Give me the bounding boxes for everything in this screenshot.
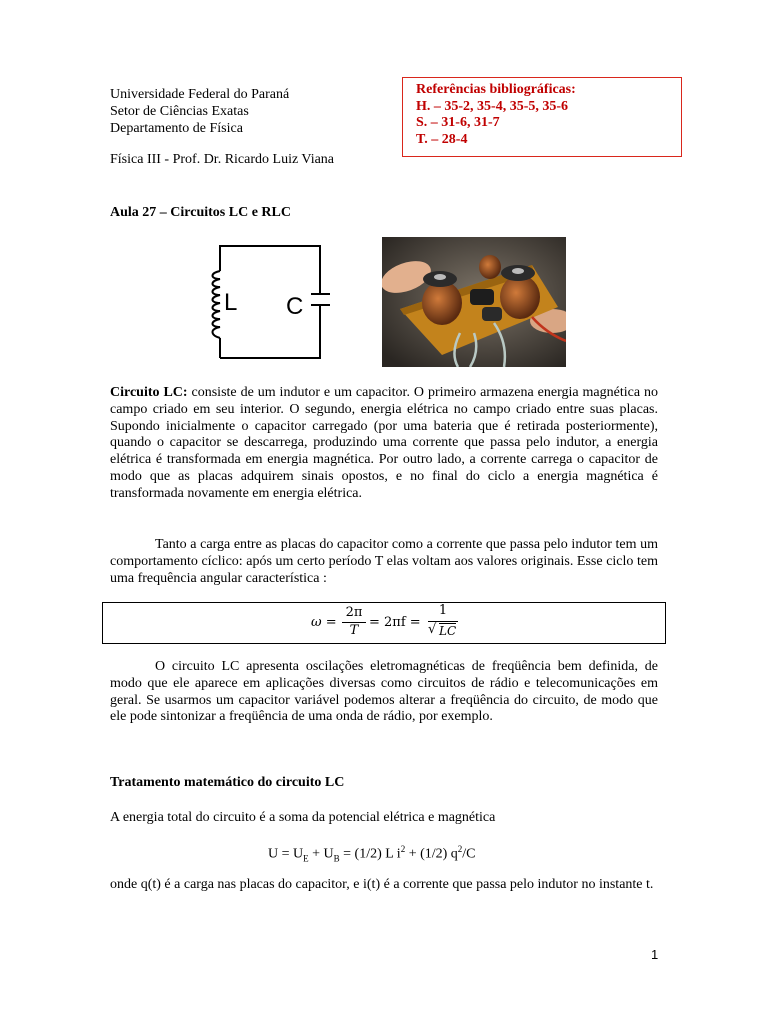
inductor-label: L: [224, 289, 238, 316]
institution-header: [110, 86, 289, 137]
course-line: Física III - Prof. Dr. Ricardo Luiz Viana: [110, 152, 335, 167]
energy-equation: $U = U_E + U_B = (1/2)$ L $i^2 + (1/2)$ $q^2/C$: [268, 844, 476, 864]
reference-item: T. – 28-4: [416, 131, 468, 147]
paragraph-total-energy: A energia total do circuito é a soma da potencial elétrica e magnética: [110, 810, 496, 825]
page-number: 1: [651, 947, 659, 962]
sector-name: Setor de Ciências Exatas: [110, 104, 249, 119]
fraction-numerator: 2π: [345, 605, 363, 620]
reference-item: H. – 35-2, 35-4, 35-5, 35-6: [416, 98, 569, 114]
lc-circuit-lead: Circuito LC:: [110, 385, 188, 400]
department-name: Departamento de Física: [110, 121, 243, 136]
section-title: Tratamento matemático do circuito LC: [110, 775, 345, 790]
university-name: Universidade Federal do Paraná: [110, 87, 290, 102]
references-title: Referências bibliográficas:: [416, 82, 576, 97]
inductor-coil: [213, 271, 221, 338]
frequency-equation-box: [102, 602, 666, 644]
references-box: [402, 77, 682, 157]
equals-2pif: = 2πf =: [369, 615, 421, 630]
fraction-numerator-one: 1: [438, 603, 448, 618]
paragraph-cyclic: Tanto a carga entre as placas do capacitor como a corrente que passa pelo indutor tem um comportamento cíclico: após um certo período T elas voltam aos valores originais. Esse ciclo tem uma frequência angular característica :: [110, 537, 658, 586]
paragraph-definitions: onde q(t) é a carga nas placas do capacitor, e i(t) é a corrente que passa pelo indutor no instante t.: [110, 877, 654, 892]
circuit-board-photo: [382, 237, 566, 367]
lc-circuit-diagram: [200, 240, 340, 366]
sqrt-lc: LC: [439, 624, 457, 638]
fraction-denominator: T: [349, 623, 359, 638]
lc-circuit-body: consiste de um indutor e um capacitor. O primeiro armazena energia magnética no campo criado em seu interior. O segundo, energia elétrica no campo criado entre suas placas. Supondo inicialmente o capacitor carregado (por uma bateria que é retirada posteriormente), quando o capacitor se descarrega, produzindo uma corrente que passa pelo indutor, a energia elétrica é transformada em energia magnética. Por outro lado, a corrente carrega o capacitor de modo que as placas adquirem sinais opostos, e no final do ciclo a energia magnética é transformada novamente em energia elétrica.: [110, 385, 659, 501]
lesson-title: Aula 27 – Circuitos LC e RLC: [110, 205, 291, 220]
paragraph-applications: O circuito LC apresenta oscilações eletromagnéticas de freqüência bem definida, de modo que ele aparece em aplicações diversas como circuitos de rádio e telecomunicações em geral. Se usarmos um capacitor variável podemos alterar a freqüência do circuito, de modo que ele pode sintonizar a freqüência de uma onda de rádio, por exemplo.: [110, 659, 658, 725]
paragraph-lc-circuit: [110, 385, 658, 503]
capacitor-label: C: [286, 293, 304, 320]
sqrt-symbol: √: [428, 622, 437, 637]
omega-label: ω =: [311, 615, 337, 630]
reference-item: S. – 31-6, 31-7: [416, 115, 500, 130]
